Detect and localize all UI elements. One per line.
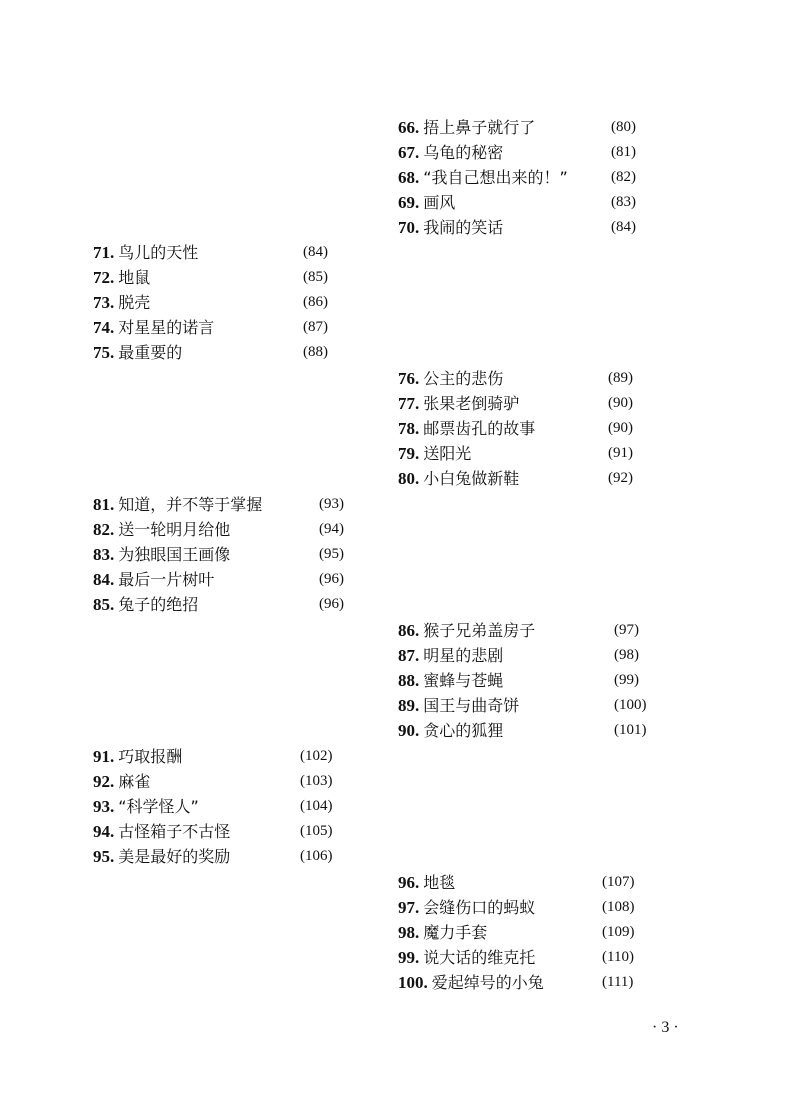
entry-title: 邮票齿孔的故事: [423, 419, 536, 439]
toc-entry[interactable]: [93, 265, 328, 290]
toc-entry[interactable]: [398, 466, 633, 491]
entry-number: 98.: [398, 923, 420, 943]
entry-number: 66.: [398, 118, 420, 137]
entry-title: 知道，并不等于掌握: [118, 495, 263, 514]
entry-page: (90): [608, 420, 633, 437]
page-number: · 3 ·: [652, 1019, 679, 1036]
entry-number: 82.: [93, 520, 115, 540]
toc-group-71-75: [93, 240, 328, 365]
entry-page: (81): [611, 144, 636, 161]
entry-title: 爱起绰号的小兔: [431, 973, 544, 993]
entry-title: 捂上鼻子就行了: [423, 118, 536, 137]
entry-title: 最后一片树叶: [118, 570, 215, 590]
toc-entry[interactable]: [398, 115, 636, 140]
entry-title: 小白兔做新鞋: [423, 469, 520, 489]
entry-title: 张果老倒骑驴: [423, 394, 520, 414]
toc-entry[interactable]: [93, 240, 328, 265]
entry-page: (101): [614, 722, 647, 739]
entry-page: (97): [614, 622, 639, 638]
entry-page: (83): [611, 194, 636, 211]
entry-number: 77.: [398, 394, 420, 414]
entry-title: 美是最好的奖励: [118, 847, 231, 867]
entry-page: (99): [614, 672, 639, 689]
entry-page: (93): [319, 496, 344, 512]
entry-number: 97.: [398, 898, 420, 918]
entry-number: 96.: [398, 873, 420, 892]
entry-number: 76.: [398, 369, 420, 388]
entry-number: 100.: [398, 973, 428, 993]
entry-title: 巧取报酬: [118, 747, 183, 766]
toc-entry[interactable]: [398, 668, 639, 693]
entry-number: 74.: [93, 318, 115, 338]
entry-title: 地鼠: [118, 268, 151, 288]
entry-title: 猴子兄弟盖房子: [423, 621, 536, 640]
entry-page: (104): [300, 798, 333, 815]
entry-title: 说大话的维克托: [423, 948, 536, 968]
entry-title: 会缝伤口的蚂蚁: [423, 898, 536, 918]
entry-number: 94.: [93, 822, 115, 842]
toc-entry[interactable]: [398, 895, 635, 920]
entry-number: 71.: [93, 243, 115, 262]
entry-title: “科学怪人”: [118, 797, 199, 817]
entry-number: 90.: [398, 721, 420, 741]
toc-group-66-70: [398, 115, 636, 240]
entry-title: 蜜蜂与苍蝇: [423, 671, 504, 691]
entry-page: (94): [319, 521, 344, 538]
entry-title: “我自己想出来的！”: [423, 168, 568, 188]
entry-title: 我闹的笑话: [423, 218, 504, 238]
toc-entry[interactable]: [398, 140, 636, 165]
entry-page: (96): [319, 571, 344, 588]
entry-number: 88.: [398, 671, 420, 691]
toc-group-91-95: [93, 744, 333, 869]
entry-title: 脱壳: [118, 293, 151, 313]
entry-page: (102): [300, 748, 333, 764]
entry-number: 92.: [93, 772, 115, 792]
entry-title: 古怪箱子不古怪: [118, 822, 231, 842]
entry-page: (95): [319, 546, 344, 563]
entry-title: 地毯: [423, 873, 456, 892]
entry-number: 95.: [93, 847, 115, 867]
entry-page: (96): [319, 596, 344, 613]
entry-number: 86.: [398, 621, 420, 640]
entry-page: (103): [300, 773, 333, 790]
toc-group-96-100: [398, 870, 635, 995]
entry-title: 送一轮明月给他: [118, 520, 231, 540]
toc-entry[interactable]: [93, 315, 328, 340]
toc-entry[interactable]: [93, 819, 333, 844]
entry-number: 93.: [93, 797, 115, 817]
entry-number: 80.: [398, 469, 420, 489]
toc-group-81-85: [93, 492, 344, 617]
toc-entry[interactable]: [93, 542, 344, 567]
entry-title: 乌龟的秘密: [423, 143, 504, 163]
entry-page: (85): [303, 269, 328, 286]
entry-title: 送阳光: [423, 444, 472, 464]
entry-page: (105): [300, 823, 333, 840]
toc-entry[interactable]: [93, 769, 333, 794]
entry-page: (92): [608, 470, 633, 487]
entry-number: 99.: [398, 948, 420, 968]
toc-entry[interactable]: [398, 366, 633, 391]
toc-entry[interactable]: [398, 215, 636, 240]
entry-number: 70.: [398, 218, 420, 238]
toc-entry[interactable]: [398, 718, 647, 743]
entry-page: (106): [300, 848, 333, 865]
entry-number: 87.: [398, 646, 420, 666]
entry-title: 贪心的狐狸: [423, 721, 504, 741]
entry-number: 78.: [398, 419, 420, 439]
entry-page: (91): [608, 445, 633, 462]
entry-page: (80): [611, 119, 636, 135]
entry-number: 73.: [93, 293, 115, 313]
toc-entry[interactable]: [93, 567, 344, 592]
entry-page: (110): [602, 949, 634, 966]
toc-entry[interactable]: [398, 970, 634, 995]
entry-number: 68.: [398, 168, 420, 188]
toc-entry[interactable]: [398, 416, 633, 441]
toc-entry[interactable]: [93, 794, 333, 819]
entry-number: 89.: [398, 696, 420, 716]
entry-title: 魔力手套: [423, 923, 488, 943]
entry-page: (90): [608, 395, 633, 412]
toc-entry[interactable]: [93, 492, 344, 517]
toc-entry[interactable]: [398, 945, 634, 970]
entry-number: 84.: [93, 570, 115, 590]
toc-entry[interactable]: [398, 165, 636, 190]
entry-title: 国王与曲奇饼: [423, 696, 520, 716]
entry-page: (86): [303, 294, 328, 311]
entry-page: (111): [602, 974, 634, 991]
entry-title: 为独眼国王画像: [118, 545, 231, 565]
toc-entry[interactable]: [93, 592, 344, 617]
toc-entry[interactable]: [398, 693, 647, 718]
toc-entry[interactable]: [398, 643, 639, 668]
entry-page: (84): [611, 219, 636, 236]
toc-entry[interactable]: [93, 517, 344, 542]
entry-number: 69.: [398, 193, 420, 213]
entry-number: 83.: [93, 545, 115, 565]
entry-title: 对星星的诺言: [118, 318, 215, 338]
entry-page: (88): [303, 344, 328, 361]
entry-page: (84): [303, 244, 328, 260]
toc-entry[interactable]: [398, 190, 636, 215]
entry-number: 67.: [398, 143, 420, 163]
entry-title: 画风: [423, 193, 456, 213]
entry-page: (82): [611, 169, 636, 186]
entry-number: 85.: [93, 595, 115, 615]
entry-title: 麻雀: [118, 772, 151, 792]
entry-number: 81.: [93, 495, 115, 514]
entry-page: (109): [602, 924, 635, 941]
entry-number: 79.: [398, 444, 420, 464]
toc-entry[interactable]: [398, 870, 635, 895]
entry-page: (89): [608, 370, 633, 386]
entry-title: 公主的悲伤: [423, 369, 504, 388]
toc-group-86-90: [398, 618, 647, 743]
toc-group-76-80: [398, 366, 633, 491]
entry-number: 91.: [93, 747, 115, 766]
toc-entry[interactable]: [93, 290, 328, 315]
toc-entry[interactable]: [93, 340, 328, 365]
entry-number: 75.: [93, 343, 115, 363]
toc-entry[interactable]: [93, 744, 333, 769]
toc-entry[interactable]: [398, 618, 639, 643]
entry-page: (107): [602, 874, 635, 890]
entry-number: 72.: [93, 268, 115, 288]
entry-title: 明星的悲剧: [423, 646, 504, 666]
entry-title: 最重要的: [118, 343, 183, 363]
entry-title: 兔子的绝招: [118, 595, 199, 615]
toc-entry[interactable]: [398, 920, 635, 945]
entry-page: (98): [614, 647, 639, 664]
entry-page: (87): [303, 319, 328, 336]
entry-page: (108): [602, 899, 635, 916]
toc-entry[interactable]: [93, 844, 333, 869]
entry-title: 鸟儿的天性: [118, 243, 199, 262]
toc-entry[interactable]: [398, 391, 633, 416]
entry-page: (100): [614, 697, 647, 714]
toc-entry[interactable]: [398, 441, 633, 466]
